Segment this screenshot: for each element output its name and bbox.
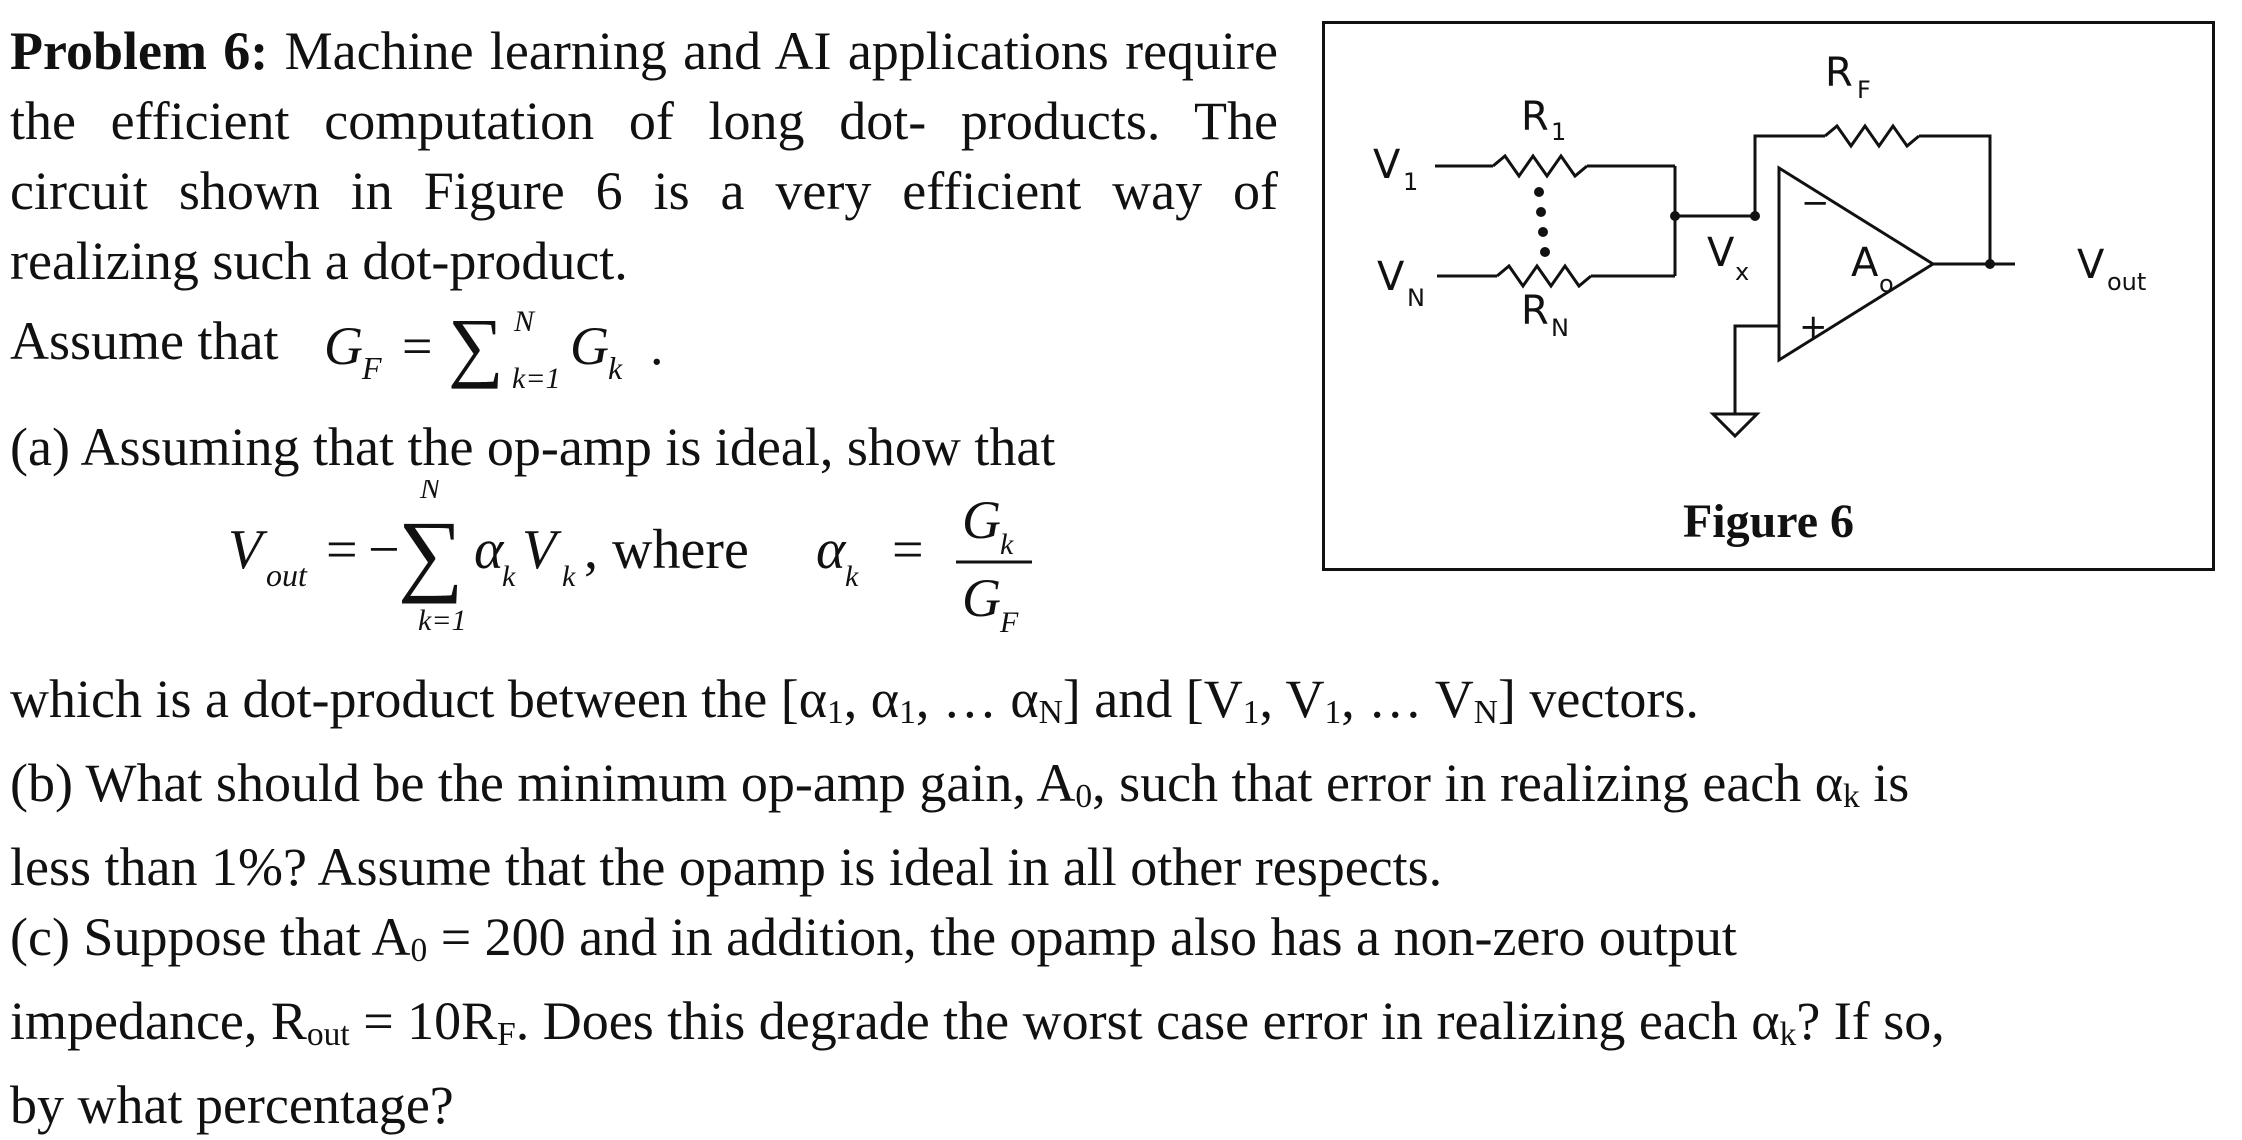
r1-label: R: [1521, 94, 1549, 140]
assume-lhs: G: [324, 316, 363, 376]
vn-label-sub: N: [1407, 284, 1425, 312]
rn-label: R: [1521, 288, 1549, 334]
problem-intro: [10, 16, 1278, 296]
assume-lhs-sub: F: [362, 350, 382, 386]
assume-equals: =: [402, 316, 433, 376]
minus-terminal-label: −: [1801, 183, 1830, 223]
assume-lower: k=1: [512, 362, 561, 395]
eq-v: V: [522, 519, 557, 581]
assume-term-sub: k: [608, 350, 623, 386]
a0-label-sub: o: [1879, 270, 1894, 298]
ellipsis-dot-1: [1534, 187, 1544, 197]
problem-parts: [10, 664, 2218, 1140]
part-a-equation: [228, 480, 1168, 640]
eq-where: , where: [584, 519, 749, 581]
eq-alpha: α: [474, 519, 504, 581]
circuit-diagram: [1325, 24, 2218, 464]
r1-label-sub: 1: [1551, 118, 1567, 146]
rf-resistor: [1825, 126, 1919, 146]
assume-term: G: [570, 316, 609, 376]
assume-prefix: Assume that: [10, 311, 279, 371]
ellipsis-dot-3: [1538, 227, 1548, 237]
eq-denominator: G: [962, 568, 1001, 628]
part-b-line-2: less than 1%? Assume that the opamp is ideal in all other respects.: [10, 837, 1443, 898]
eq-numerator: G: [962, 490, 1001, 550]
r1-resistor: [1493, 156, 1587, 176]
eq-minus: −: [368, 519, 400, 581]
assume-statement: [10, 306, 1010, 396]
ellipsis-dot-2: [1536, 207, 1546, 217]
plus-terminal-label: +: [1799, 307, 1828, 347]
assume-sum: ∑: [448, 306, 504, 389]
assume-period: .: [650, 316, 664, 376]
figure-caption: Figure 6: [1682, 495, 1855, 548]
eq-lhs-sub: out: [266, 557, 307, 593]
part-b-line-1: (b) What should be the minimum op-amp gain, A0, such that error in realizing each αk is: [10, 753, 1910, 816]
eq-sum: ∑: [398, 502, 464, 604]
eq-alpha2-sub: k: [845, 560, 859, 593]
v1-label-sub: 1: [1403, 168, 1419, 196]
vout-label: V: [2077, 242, 2105, 288]
eq-lower: k=1: [418, 604, 467, 637]
part-c-line-1: (c) Suppose that A0 = 200 and in addition, the opamp also has a non-zero output: [10, 907, 1737, 970]
feedback-right-wire: [1919, 136, 1990, 264]
eq-lhs: V: [228, 519, 263, 581]
assume-formula: [324, 306, 784, 396]
vn-label: V: [1377, 254, 1405, 300]
v1-label: V: [1373, 142, 1401, 188]
eq-upper: N: [420, 480, 441, 505]
rn-label-sub: N: [1551, 314, 1569, 342]
figure-6-box: [1322, 21, 2215, 571]
a0-label: A: [1851, 240, 1879, 286]
vout-label-sub: out: [2107, 268, 2147, 296]
eq-alpha2: α: [816, 519, 846, 581]
part-c-line-2: impedance, Rout = 10RF. Does this degrade the worst case error in realizing each αk? If so,: [10, 991, 1945, 1054]
intro-line-3: products. The circuit shown in Figure 6 is a very: [10, 91, 1278, 221]
intro-line-2: require the efficient computation of long dot-: [10, 21, 1278, 151]
intro-line-1: Machine learning and AI applications: [284, 21, 1109, 81]
ground-symbol: [1713, 414, 1757, 436]
part-c-line-3: by what percentage?: [10, 1075, 454, 1136]
part-a-text: (a) Assuming that the op-amp is ideal, show that: [10, 417, 1056, 477]
eq-alpha-sub: k: [502, 560, 516, 593]
assume-upper: N: [514, 306, 535, 338]
problem-heading: Problem 6:: [10, 21, 269, 81]
eq-equals2: =: [892, 519, 924, 581]
rn-resistor: [1497, 266, 1591, 286]
intro-line-4: efficient way of realizing such a dot-product.: [10, 161, 1278, 291]
vx-label-sub: x: [1735, 258, 1750, 286]
dot-product-line: which is a dot-product between the [α1, α1, … αN] and [V1, V1, … VN] vectors.: [10, 669, 1699, 732]
rf-label: R: [1825, 50, 1853, 96]
noninverting-input-wire: [1735, 326, 1779, 414]
ellipsis-dot-4: [1540, 247, 1550, 257]
rf-label-sub: F: [1857, 76, 1871, 104]
eq-equals: =: [326, 519, 358, 581]
eq-denominator-sub: F: [1000, 606, 1019, 639]
part-a-prompt: [10, 412, 1278, 482]
eq-v-sub: k: [562, 560, 576, 593]
output-junction: [1985, 259, 1995, 269]
eq-numerator-sub: k: [1000, 528, 1014, 561]
vx-label: V: [1707, 230, 1735, 276]
